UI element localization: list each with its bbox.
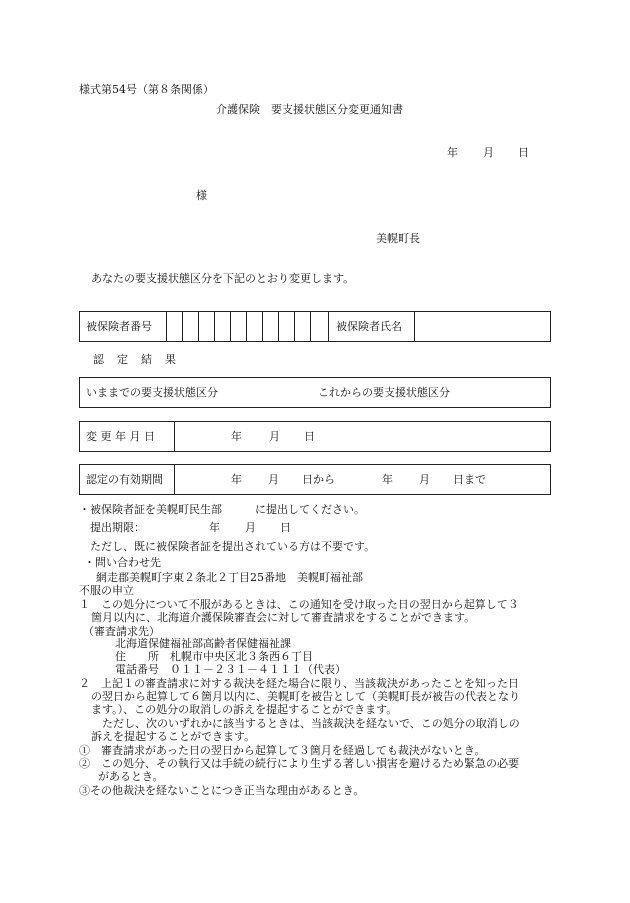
cell-divider (174, 465, 175, 494)
change-date-row (79, 421, 551, 452)
submit-note: ・被保険者証を美幌町民生部 に提出してください。 (79, 503, 365, 516)
appeal-p1-line2: 箇月以内に、北海道介護保険審査会に対して審査請求をすることができます。 (91, 611, 476, 624)
digit-cell[interactable] (182, 312, 183, 341)
change-date-label: 変 更 年 月 日 (86, 430, 155, 443)
result-heading: 認 定 結 果 (93, 353, 177, 366)
appeal-item-3: ③その他裁決を経ないことにつき正当な理由があるとき。 (79, 784, 365, 797)
deadline-label: 提出期限： (90, 521, 145, 534)
intro-text: あなたの要支援状態区分を下記のとおり変更します。 (91, 272, 355, 285)
destination-phone: 電話番号 ０１１－２３１－４１１１（代表） (115, 663, 346, 676)
digit-cell[interactable] (294, 312, 295, 341)
digit-cell[interactable] (214, 312, 215, 341)
validity-label: 認定の有効期間 (86, 473, 163, 486)
change-month: 月 (269, 430, 280, 443)
appeal-p3-line1: ただし、次のいずれかに該当するときは、当該裁決を経ないで、この処分の取消しの (102, 717, 520, 730)
appeal-p2-line1: ２ 上記１の審査請求に対する裁決を経た場合に限り、当該裁決があったことを知った日 (79, 677, 519, 690)
status-table (79, 377, 551, 408)
validity-month-from: 月 (268, 473, 279, 486)
appeal-heading: 不服の申立 (79, 584, 134, 597)
deadline-day: 日 (280, 521, 291, 534)
validity-year-to: 年 (382, 473, 393, 486)
digit-cell[interactable] (230, 312, 231, 341)
contact-address: 網走郡美幌町字東２条北２丁目25番地 美幌町福祉部 (96, 571, 363, 584)
validity-row (79, 464, 551, 495)
destination-address: 住 所 札幌市中央区北３条西６丁目 (115, 650, 313, 663)
validity-year-from: 年 (231, 473, 242, 486)
digit-cell[interactable] (246, 312, 247, 341)
appeal-p3-line2: 訴えを提起することができます。 (91, 730, 256, 743)
review-destination-label: （審査請求先） (83, 625, 160, 638)
status-after-label: これからの要支援状態区分 (318, 386, 450, 399)
insured-name-label: 被保険者氏名 (336, 320, 402, 333)
appeal-p2-line3: ます。）、この処分の取消しの訴えを提起することができます。 (91, 703, 398, 716)
exception-note: ただし、既に被保険者証を提出されている方は不要です。 (90, 540, 376, 553)
appeal-item-2-line2: があるとき。 (98, 770, 164, 783)
document-title: 介護保険 要支援状態区分変更通知書 (216, 103, 403, 116)
contact-label: ・問い合わせ先 (84, 556, 161, 569)
validity-month-to: 月 (419, 473, 430, 486)
destination-name: 北海道保健福祉部高齢者保健福祉課 (115, 637, 291, 650)
digit-cell[interactable] (198, 312, 199, 341)
validity-from: 日から (302, 473, 335, 486)
appeal-item-1: ① 審査請求があった日の翌日から起算して３箇月を経過しても裁決がないとき。 (79, 744, 486, 757)
change-day: 日 (304, 430, 315, 443)
deadline-year: 年 (209, 521, 220, 534)
issue-month: 月 (483, 146, 494, 159)
insured-number-label: 被保険者番号 (86, 320, 152, 333)
appeal-p2-line2: の翌日から起算して６箇月以内に、美幌町を被告として（美幌町長が被告の代表となり (91, 690, 520, 703)
digit-cell[interactable] (310, 312, 311, 341)
digit-cell[interactable] (166, 312, 167, 341)
appeal-p1-line1: １ この処分について不服があるときは、この通知を受け取った日の翌日から起算して３ (79, 598, 519, 611)
status-before-label: いままでの要支援状態区分 (86, 386, 218, 399)
addressee-suffix: 様 (196, 189, 207, 202)
change-year: 年 (231, 430, 242, 443)
validity-to: 日まで (453, 473, 486, 486)
issue-day: 日 (518, 146, 529, 159)
insured-name-field[interactable] (414, 312, 415, 341)
issuer: 美幌町長 (376, 232, 420, 245)
cell-divider (174, 422, 175, 451)
digit-cell[interactable] (262, 312, 263, 341)
digit-cell[interactable] (278, 312, 279, 341)
cell-divider (328, 312, 329, 341)
form-reference: 様式第54号（第８条関係） (79, 83, 214, 96)
deadline-month: 月 (245, 521, 256, 534)
insured-table (79, 311, 551, 342)
issue-year: 年 (447, 146, 458, 159)
appeal-item-2-line1: ② この処分、その執行又は手続の続行により生ずる著しい損害を避けるため緊急の必要 (79, 757, 519, 770)
